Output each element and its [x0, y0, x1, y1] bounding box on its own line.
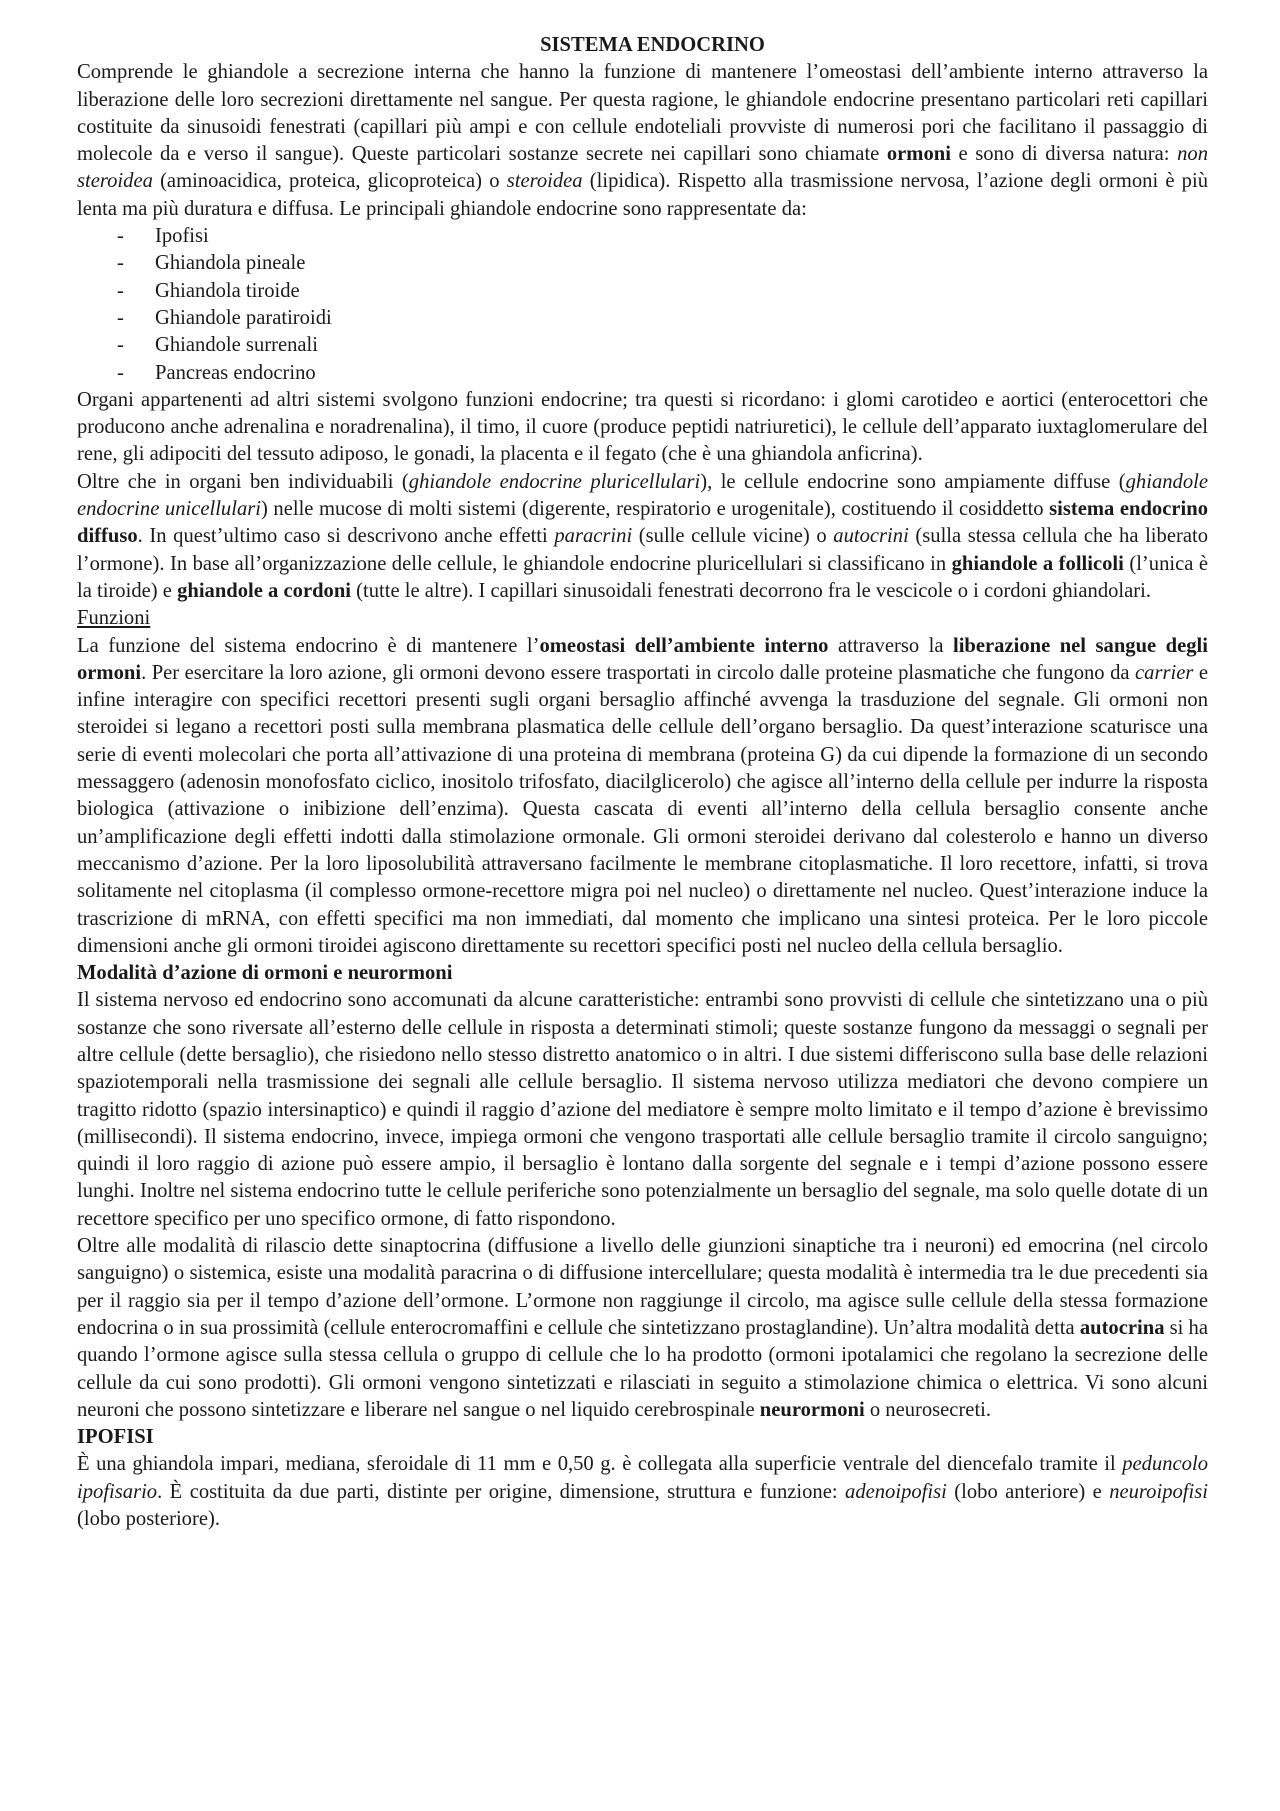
list-item-label: Ghiandole paratiroidi — [155, 306, 332, 329]
text-run: . In quest’ultimo caso si descrivono anche effetti — [137, 525, 555, 548]
text-run: (l’unica è la tiroide) e — [77, 552, 1208, 602]
funzioni-paragraph — [77, 633, 1208, 961]
bold-term: neurormoni — [759, 1398, 865, 1421]
modalita-heading: Modalità d’azione di ormoni e neurormoni — [77, 962, 453, 985]
text-run: si ha quando l’ormone agisce sulla stessa cellula o gruppo di cellule che lo ha prodotto (ormoni ipotalamici che regolano la secrezione delle cellule da cui sono prodotti). Gli ormoni vengono sintetizzati e rilasciati in seguito a stimolazione chimica o elettrica. Vi sono alcuni neuroni che possono sintetizzare e liberare nel sangue o nel liquido cerebrospinale — [77, 1316, 1208, 1421]
italic-term: autocrini — [833, 525, 909, 548]
italic-term: non steroidea — [77, 143, 1208, 193]
bold-term: sistema endocrino diffuso — [77, 498, 1208, 548]
diffuse-system-paragraph — [77, 469, 1208, 605]
text-run: (sulla stessa cellula che ha liberato l’ormone). In base all’organizzazione delle cellule, le ghiandole endocrine pluricellulari si classificano in — [77, 525, 1208, 575]
list-item-label: Ghiandola tiroide — [155, 279, 300, 302]
text-run: (sulle cellule vicine) o — [632, 525, 834, 548]
italic-term: steroidea — [506, 170, 583, 193]
dash-bullet-icon: - — [117, 252, 124, 275]
list-item-label: Ghiandole surrenali — [155, 334, 318, 357]
text-run: (lipidica). Rispetto alla trasmissione nervosa, l’azione degli ormoni è più lenta ma più duratura e diffusa. Le principali ghiandole endocrine sono rappresentate da: — [77, 170, 1208, 220]
bold-term: ghiandole a follicoli — [951, 552, 1124, 575]
list-item — [77, 360, 1208, 387]
italic-term: ghiandole endocrine unicellulari — [77, 470, 1208, 521]
funzioni-heading: Funzioni — [77, 607, 151, 630]
ipofisi-heading: IPOFISI — [77, 1426, 154, 1449]
document-title: SISTEMA ENDOCRINO — [540, 34, 765, 56]
text-run: (lobo posteriore). — [77, 1508, 220, 1531]
italic-term: paracrini — [554, 525, 633, 548]
text-run: ), le cellule endocrine sono ampiamente diffuse ( — [700, 470, 1126, 493]
modalita-paragraph: Il sistema nervoso ed endocrino sono accomunati da alcune caratteristiche: entrambi sono provvisti di cellule che sintetizzano una o più sostanze che sono riversate all’esterno delle cellule in risposta a determinati stimoli; queste sostanze fungono da messaggi o segnali per altre cellule (dette bersaglio), che risiedono nello stesso distretto anatomico o in altri. I due sistemi differiscono sulla base delle relazioni spaziotemporali nella trasmissione dei segnali alle cellule bersaglio. Il sistema nervoso utilizza mediatori che devono compiere un tragitto ridotto (spazio intersinaptico) e quindi il raggio d’azione del mediatore è sempre molto limitato e il tempo d’azione è brevissimo (millisecondi). Il sistema endocrino, invece, impiega ormoni che vengono trasportati alle cellule bersaglio tramite il circolo sanguigno; quindi il loro raggio di azione può essere ampio, il bersaglio è lontano dalla sorgente del segnale e i tempi d’azione possono essere lunghi. Inoltre nel sistema endocrino tutte le cellule periferiche sono potenzialmente un bersaglio del segnale, ma solo quelle dotate di un recettore specifico per uno specifico ormone, di fatto rispondono. — [77, 989, 1208, 1230]
list-item — [77, 278, 1208, 305]
text-run: Oltre che in organi ben individuabili ( — [77, 470, 409, 493]
text-run: attraverso la — [828, 634, 953, 657]
list-item — [77, 250, 1208, 277]
list-item — [77, 332, 1208, 359]
text-run: (tutte le altre). I capillari sinusoidali fenestrati decorrono fra le vescicole o i cordoni ghiandolari. — [351, 579, 1152, 602]
italic-term: carrier — [1135, 661, 1194, 684]
rilascio-paragraph — [77, 1233, 1208, 1424]
dash-bullet-icon: - — [117, 225, 124, 248]
text-run: La funzione del sistema endocrino è di mantenere l’ — [77, 634, 540, 657]
text-run: (lobo anteriore) e — [946, 1480, 1110, 1503]
gland-list — [77, 223, 1208, 387]
organs-paragraph: Organi appartenenti ad altri sistemi svolgono funzioni endocrine; tra questi si ricordano: i glomi carotideo e aortici (enterocettori che producono anche adrenalina e noradrenalina), il timo, il cuore (produce peptidi natriuretici), le cellule dell’apparato iuxtaglomerulare del rene, gli adipociti del tessuto adiposo, le gonadi, la placenta e il fegato (che è una ghiandola anficrina). — [77, 388, 1208, 466]
bold-term: omeostasi dell’ambiente interno — [539, 634, 829, 657]
list-item-label: Ghiandola pineale — [155, 252, 306, 275]
list-item-label: Ipofisi — [155, 225, 209, 248]
text-run: o neurosecreti. — [864, 1398, 992, 1421]
list-item-label: Pancreas endocrino — [155, 361, 316, 384]
text-run: . Per esercitare la loro azione, gli ormoni devono essere trasportati in circolo dalle proteine plasmatiche che fungono da — [141, 661, 1136, 684]
text-run: e infine interagire con specifici recettori presenti sugli organi bersaglio affinché avvenga la trasduzione del segnale. Gli ormoni non steroidei si legano a recettori posti sulla membrana plasmatica delle cellule dell’organo bersaglio. Da quest’interazione scaturisce una serie di eventi molecolari che porta all’attivazione di una proteina di membrana (proteina G) da cui dipende la formazione di un secondo messaggero (adenosin monofosfato ciclico, inositolo trifosfato, diacilglicerolo) che agisce all’interno della cellule per indurre la risposta biologica (attivazione o inibizione dell’enzima). Questa cascata di eventi all’interno della cellula bersaglio consente anche un’amplificazione degli effetti indotti dalla stimolazione ormonale. Gli ormoni steroidei derivano dal colesterolo e hanno un diverso meccanismo d’azione. Per la loro liposolubilità attraversano facilmente le membrane citoplasmatiche. Il loro recettore, infatti, si trova solitamente nel citoplasma (il complesso ormone-recettore migra poi nel nucleo) o direttamente nel nucleo. Quest’interazione induce la trascrizione di mRNA, con effetti specifici ma non immediati, dal momento che implicano una sintesi proteica. Per le loro piccole dimensioni anche gli ormoni tiroidei agiscono direttamente su recettori specifici posti nel nucleo della cellula bersaglio. — [77, 661, 1208, 957]
dash-bullet-icon: - — [117, 361, 124, 384]
text-run: ) nelle mucose di molti sistemi (digerente, respiratorio e urogenitale), costituendo il cosiddetto — [261, 498, 1050, 521]
text-run: Oltre alle modalità di rilascio dette sinaptocrina (diffusione a livello delle giunzioni sinaptiche tra i neuroni) ed emocrina (nel circolo sanguigno) o sistemica, esiste una modalità paracrina o di diffusione intercellulare; questa modalità è intermedia tra le due precedenti sia per il raggio sia per il tempo d’azione dell’ormone. L’ormone non raggiunge il circolo, ma agisce sulle cellule della stessa formazione endocrina o in sua prossimità (cellule enterocromaffini e cellule che sintetizzano prostaglandine). Un’altra modalità detta — [77, 1235, 1208, 1339]
italic-term: peduncolo ipofisario — [77, 1453, 1208, 1503]
text-run: e sono di diversa natura: — [950, 143, 1178, 166]
text-run: È una ghiandola impari, mediana, sferoidale di 11 mm e 0,50 g. è collegata alla superficie ventrale del diencefalo tramite il — [77, 1453, 1123, 1476]
italic-term: adenoipofisi — [845, 1480, 947, 1503]
text-run: (aminoacidica, proteica, glicoproteica) o — [152, 170, 507, 193]
text-run: Comprende le ghiandole a secrezione interna che hanno la funzione di mantenere l’omeostasi dell’ambiente interno attraverso la liberazione delle loro secrezioni direttamente nel sangue. Per questa ragione, le ghiandole endocrine presentano particolari reti capillari costituite da sinusoidi fenestrati (capillari più ampi e con cellule endoteliali provviste di numerosi pori che facilitano il passaggio di molecole da e verso il sangue). Queste particolari sostanze secrete nei capillari sono chiamate — [77, 61, 1208, 166]
list-item — [77, 223, 1208, 250]
dash-bullet-icon: - — [117, 279, 124, 302]
dash-bullet-icon: - — [117, 334, 124, 357]
dash-bullet-icon: - — [117, 306, 124, 329]
italic-term: neuroipofisi — [1109, 1480, 1208, 1503]
list-item — [77, 305, 1208, 332]
text-run: . È costituita da due parti, distinte per origine, dimensione, struttura e funzione: — [157, 1480, 846, 1503]
bold-term: ghiandole a cordoni — [177, 579, 352, 602]
intro-paragraph — [77, 59, 1208, 223]
bold-term: ormoni — [886, 143, 951, 166]
italic-term: ghiandole endocrine pluricellulari — [408, 470, 701, 493]
bold-term: liberazione nel sangue degli ormoni — [77, 634, 1208, 684]
bold-term: autocrina — [1079, 1316, 1165, 1339]
ipofisi-paragraph — [77, 1451, 1208, 1533]
